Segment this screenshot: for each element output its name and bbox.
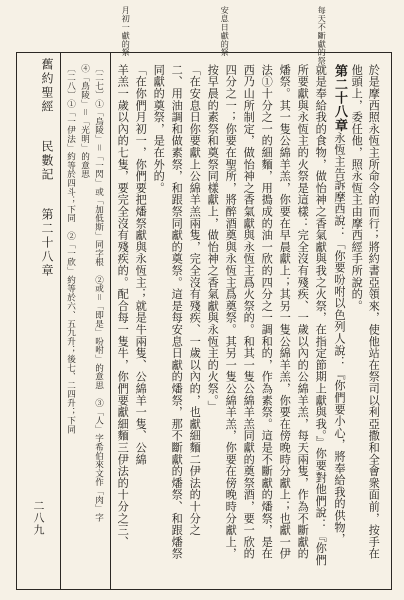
body-column: 四分之一；你要在聖所，將醉酒奠與永恆主爲奠祭。其另一隻公綿羊羔，你要在傍晚時分獻上，	[224, 64, 238, 560]
footnote-line: 〔二八〕①「一伊法」約等於四斗；下同 ②「一欣」約等於六、五九升；後七、二四升；下同	[65, 64, 76, 434]
body-column: 燔祭。其一隻公綿羊羔，你要在早晨獻上；其另一隻公綿羊羔，你要在傍晚時分獻上；也獻一伊	[278, 64, 292, 560]
gloss-new-moon-offering: 月初一獻的祭	[121, 6, 132, 57]
body-column: 「在安息日你要獻上公綿羊羔兩隻，完全沒有殘疾、一歲以內的，也獻細麵二伊法的十分之	[188, 64, 202, 536]
body-column: 西乃山所制定，做怡神之香氣獻與永恆主爲火祭的。和其一隻公綿羊羔同獻的奠祭酒，要一欣的	[242, 64, 256, 560]
book-title: 舊約聖經	[40, 58, 54, 114]
page-number: 二八九	[32, 500, 45, 536]
footnote-line: 〔二七〕①「烏陵」＝「一閃」或「加低斯」同字根 ②或＝「即是」吩咐」的意思 ③「人」字希伯來文作「肉」字	[93, 64, 104, 522]
book-name: 民數記	[40, 140, 54, 182]
footnote-line: ④「鳥陵」＝「光明」的意思	[79, 64, 90, 179]
body-column-text: 永恆主告訴摩西說：「你要吩咐以色列人說：『你們要小心，將奉給我的供物，	[333, 132, 346, 545]
gloss-sabbath-offering: 安息日獻的祭	[220, 6, 231, 57]
body-column: 就是奉給我的食物，做怡神之香氣獻與我之火祭，在指定節期上獻與我。』你要對他們說：『你們	[314, 64, 328, 566]
footnote-divider	[110, 52, 111, 590]
body-column: 法①十分之一的細麵，用搗成的油一欣的四分之一調和的，作為素祭。這是不斷獻的燔祭，是在	[260, 64, 274, 560]
body-column	[333, 64, 346, 584]
chapter-heading: 第二十八章	[332, 64, 347, 132]
chapter-label: 第二十八章	[40, 208, 54, 278]
body-column: 二、用油調和做素祭，和跟祭同獻的奠祭。這是每安息日獻的燔祭，那不斷獻的燔祭、和跟燔祭	[170, 64, 184, 560]
body-column: 所要獻與永恆主的火祭是這樣：完全沒有殘疾、一歲以內的公綿羊羔，每天兩隻，作為不斷獻的	[296, 64, 310, 560]
body-column: 同獻的奠祭，是在外的。	[152, 64, 166, 194]
body-column: 按早晨的素祭和奠祭同樣獻上，做怡神之香氣獻與永恆主的火祭。」	[206, 64, 220, 413]
body-column: 於是摩西照永恆主所命令的而行；將約書亞領來，使他站在祭司以利亞撒和全會衆面前，按手在	[367, 64, 381, 560]
body-column: 羊羔一歲以內的七隻，要完全沒有殘疾的。配合每一隻牛，你們要獻細麵三伊法的十分之三、	[116, 64, 130, 548]
gloss-daily-offering: 每天不斷獻的祭	[317, 6, 328, 65]
body-column: 「在你們月初一，你們要把燔祭獻與永恆主；就是牛兩隻、公綿羊一隻、公綿	[134, 64, 148, 466]
body-column: 他頭上，委任他，照永恆主由摩西經手所說的。	[350, 64, 364, 312]
header-divider	[60, 52, 61, 590]
